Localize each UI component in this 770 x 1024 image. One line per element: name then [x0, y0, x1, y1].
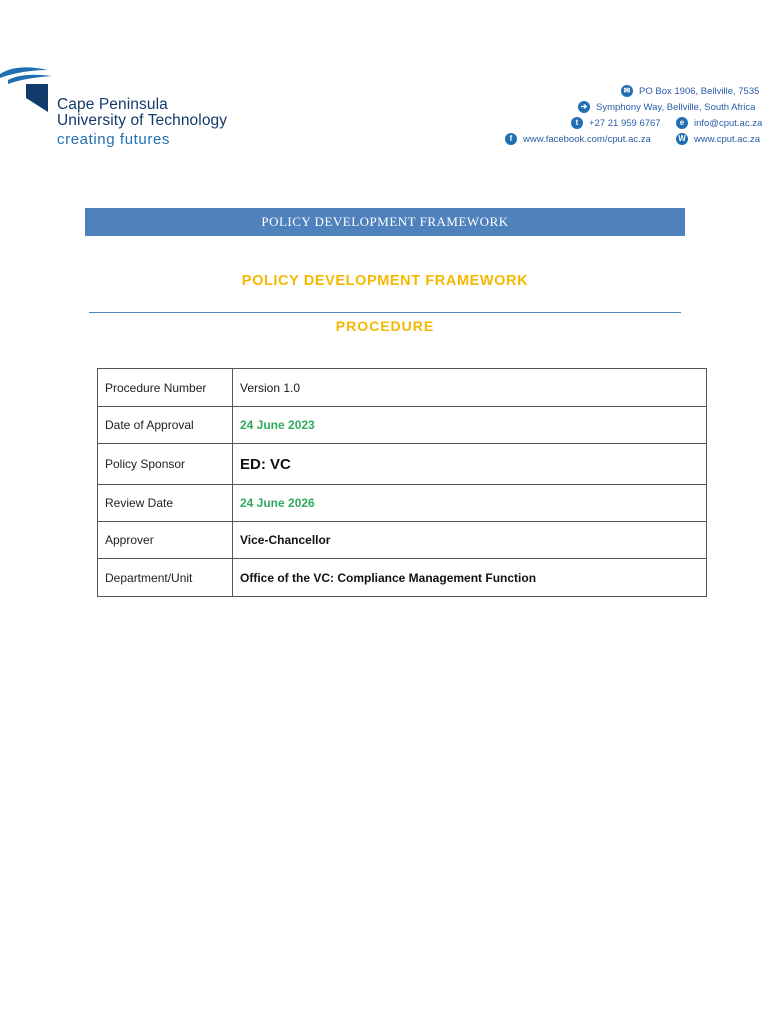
- row-value: 24 June 2026: [233, 485, 707, 522]
- cput-logo: [0, 62, 260, 157]
- row-value: 24 June 2023: [233, 407, 707, 444]
- contact-web[interactable]: [676, 133, 760, 145]
- contact-phone: [571, 117, 661, 129]
- postal-text: PO Box 1906, Bellville, 7535: [639, 85, 760, 97]
- row-label: Procedure Number: [98, 369, 233, 407]
- contact-address: [578, 101, 755, 113]
- facebook-link[interactable]: www.facebook.com/cput.ac.za: [523, 133, 651, 145]
- web-link[interactable]: www.cput.ac.za: [694, 133, 760, 145]
- contact-postal: [621, 85, 759, 97]
- document-subtitle: PROCEDURE: [335, 318, 435, 334]
- facebook-icon: f: [505, 133, 517, 145]
- row-value: ED: VC: [233, 444, 707, 485]
- wave-emblem-icon: [0, 62, 60, 122]
- phone-text: +27 21 959 6767: [589, 117, 661, 129]
- phone-icon: t: [571, 117, 583, 129]
- row-value: Vice-Chancellor: [233, 522, 707, 559]
- row-value: Office of the VC: Compliance Management Function: [233, 559, 707, 597]
- table-row: [98, 522, 707, 559]
- header-banner: POLICY DEVELOPMENT FRAMEWORK: [85, 208, 685, 236]
- email-icon: e: [676, 117, 688, 129]
- contact-facebook[interactable]: [505, 133, 651, 145]
- mail-icon: ✉: [621, 85, 633, 97]
- row-value: Version 1.0: [233, 369, 707, 407]
- table-row: [98, 407, 707, 444]
- row-label: Approver: [98, 522, 233, 559]
- procedure-details-table: [97, 368, 707, 597]
- row-label: Review Date: [98, 485, 233, 522]
- table-row: [98, 485, 707, 522]
- document-title: POLICY DEVELOPMENT FRAMEWORK: [241, 273, 529, 289]
- email-link[interactable]: info@cput.ac.za: [694, 117, 763, 129]
- row-label: Policy Sponsor: [98, 444, 233, 485]
- tagline: creating futures: [57, 131, 170, 148]
- table-row: [98, 369, 707, 407]
- table-row: [98, 444, 707, 485]
- university-name-line2: University of Technology: [57, 112, 228, 129]
- address-text: Symphony Way, Bellville, South Africa: [596, 101, 756, 113]
- contact-email[interactable]: [676, 117, 762, 129]
- arrow-icon: ➔: [578, 101, 590, 113]
- web-icon: W: [676, 133, 688, 145]
- row-label: Department/Unit: [98, 559, 233, 597]
- title-divider: [89, 312, 681, 313]
- table-row: [98, 559, 707, 597]
- row-label: Date of Approval: [98, 407, 233, 444]
- university-name-line1: Cape Peninsula: [57, 96, 168, 113]
